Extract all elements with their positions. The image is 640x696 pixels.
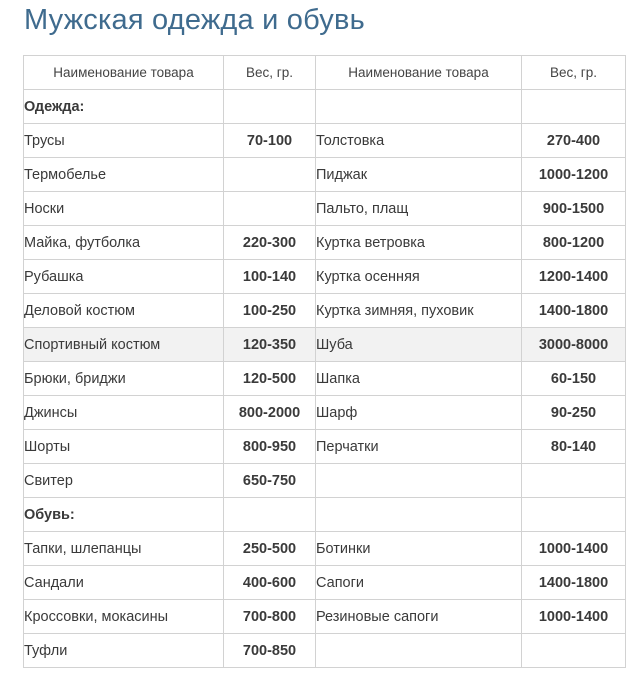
item-name-cell: Ботинки	[316, 532, 522, 566]
table-row	[24, 464, 626, 498]
table-row	[24, 124, 626, 158]
item-name-cell: Шапка	[316, 362, 522, 396]
empty-cell	[316, 498, 522, 532]
header-weight-1: Вес, гр.	[224, 56, 316, 90]
empty-cell	[224, 90, 316, 124]
empty-cell	[522, 90, 626, 124]
item-name-cell: Кроссовки, мокасины	[24, 600, 224, 634]
table-row	[24, 532, 626, 566]
header-item-name-1: Наименование товара	[24, 56, 224, 90]
item-name-cell: Сапоги	[316, 566, 522, 600]
page-title: Мужская одежда и обувь	[24, 4, 365, 36]
table-row	[24, 566, 626, 600]
weight-cell: 650-750	[224, 464, 316, 498]
weight-cell: 700-850	[224, 634, 316, 668]
empty-cell	[522, 498, 626, 532]
weight-cell	[522, 464, 626, 498]
weight-cell: 1000-1400	[522, 532, 626, 566]
section-label: Одежда:	[24, 90, 224, 124]
item-name-cell: Шарф	[316, 396, 522, 430]
weight-cell: 270-400	[522, 124, 626, 158]
item-name-cell: Свитер	[24, 464, 224, 498]
item-name-cell: Майка, футболка	[24, 226, 224, 260]
table-row	[24, 158, 626, 192]
item-name-cell: Шуба	[316, 328, 522, 362]
item-name-cell: Трусы	[24, 124, 224, 158]
item-name-cell: Пиджак	[316, 158, 522, 192]
item-name-cell: Деловой костюм	[24, 294, 224, 328]
table-row	[24, 362, 626, 396]
table-body	[24, 90, 626, 668]
weight-cell: 120-500	[224, 362, 316, 396]
weight-cell	[522, 634, 626, 668]
item-name-cell: Шорты	[24, 430, 224, 464]
weight-cell: 700-800	[224, 600, 316, 634]
weight-cell: 100-250	[224, 294, 316, 328]
table-row	[24, 430, 626, 464]
header-weight-2: Вес, гр.	[522, 56, 626, 90]
item-name-cell: Туфли	[24, 634, 224, 668]
table-row	[24, 396, 626, 430]
weight-cell: 800-1200	[522, 226, 626, 260]
item-name-cell: Тапки, шлепанцы	[24, 532, 224, 566]
item-name-cell: Джинсы	[24, 396, 224, 430]
table-row	[24, 328, 626, 362]
empty-cell	[224, 498, 316, 532]
weight-cell: 70-100	[224, 124, 316, 158]
item-name-cell: Перчатки	[316, 430, 522, 464]
item-name-cell: Термобелье	[24, 158, 224, 192]
weight-cell	[224, 192, 316, 226]
item-name-cell: Рубашка	[24, 260, 224, 294]
item-name-cell: Носки	[24, 192, 224, 226]
weights-table	[23, 55, 626, 668]
weight-cell: 1000-1200	[522, 158, 626, 192]
weight-cell: 1200-1400	[522, 260, 626, 294]
weight-cell: 800-2000	[224, 396, 316, 430]
weight-cell: 120-350	[224, 328, 316, 362]
weight-cell: 400-600	[224, 566, 316, 600]
weight-cell	[224, 158, 316, 192]
header-item-name-2: Наименование товара	[316, 56, 522, 90]
weight-cell: 60-150	[522, 362, 626, 396]
table-row	[24, 600, 626, 634]
item-name-cell	[316, 634, 522, 668]
section-label: Обувь:	[24, 498, 224, 532]
item-name-cell: Куртка зимняя, пуховик	[316, 294, 522, 328]
weight-cell: 250-500	[224, 532, 316, 566]
section-row	[24, 90, 626, 124]
table-row	[24, 226, 626, 260]
table-row	[24, 192, 626, 226]
header-row	[24, 56, 626, 90]
item-name-cell: Пальто, плащ	[316, 192, 522, 226]
weight-cell: 900-1500	[522, 192, 626, 226]
item-name-cell: Куртка ветровка	[316, 226, 522, 260]
weight-cell: 100-140	[224, 260, 316, 294]
item-name-cell: Толстовка	[316, 124, 522, 158]
item-name-cell: Брюки, бриджи	[24, 362, 224, 396]
weight-cell: 1400-1800	[522, 566, 626, 600]
section-row	[24, 498, 626, 532]
item-name-cell: Сандали	[24, 566, 224, 600]
weight-cell: 220-300	[224, 226, 316, 260]
table-row	[24, 294, 626, 328]
item-name-cell: Спортивный костюм	[24, 328, 224, 362]
empty-cell	[316, 90, 522, 124]
table-row	[24, 634, 626, 668]
weight-cell: 90-250	[522, 396, 626, 430]
weight-cell: 1400-1800	[522, 294, 626, 328]
item-name-cell	[316, 464, 522, 498]
item-name-cell: Куртка осенняя	[316, 260, 522, 294]
table-row	[24, 260, 626, 294]
weight-cell: 3000-8000	[522, 328, 626, 362]
weight-cell: 1000-1400	[522, 600, 626, 634]
item-name-cell: Резиновые сапоги	[316, 600, 522, 634]
weight-cell: 800-950	[224, 430, 316, 464]
weight-cell: 80-140	[522, 430, 626, 464]
